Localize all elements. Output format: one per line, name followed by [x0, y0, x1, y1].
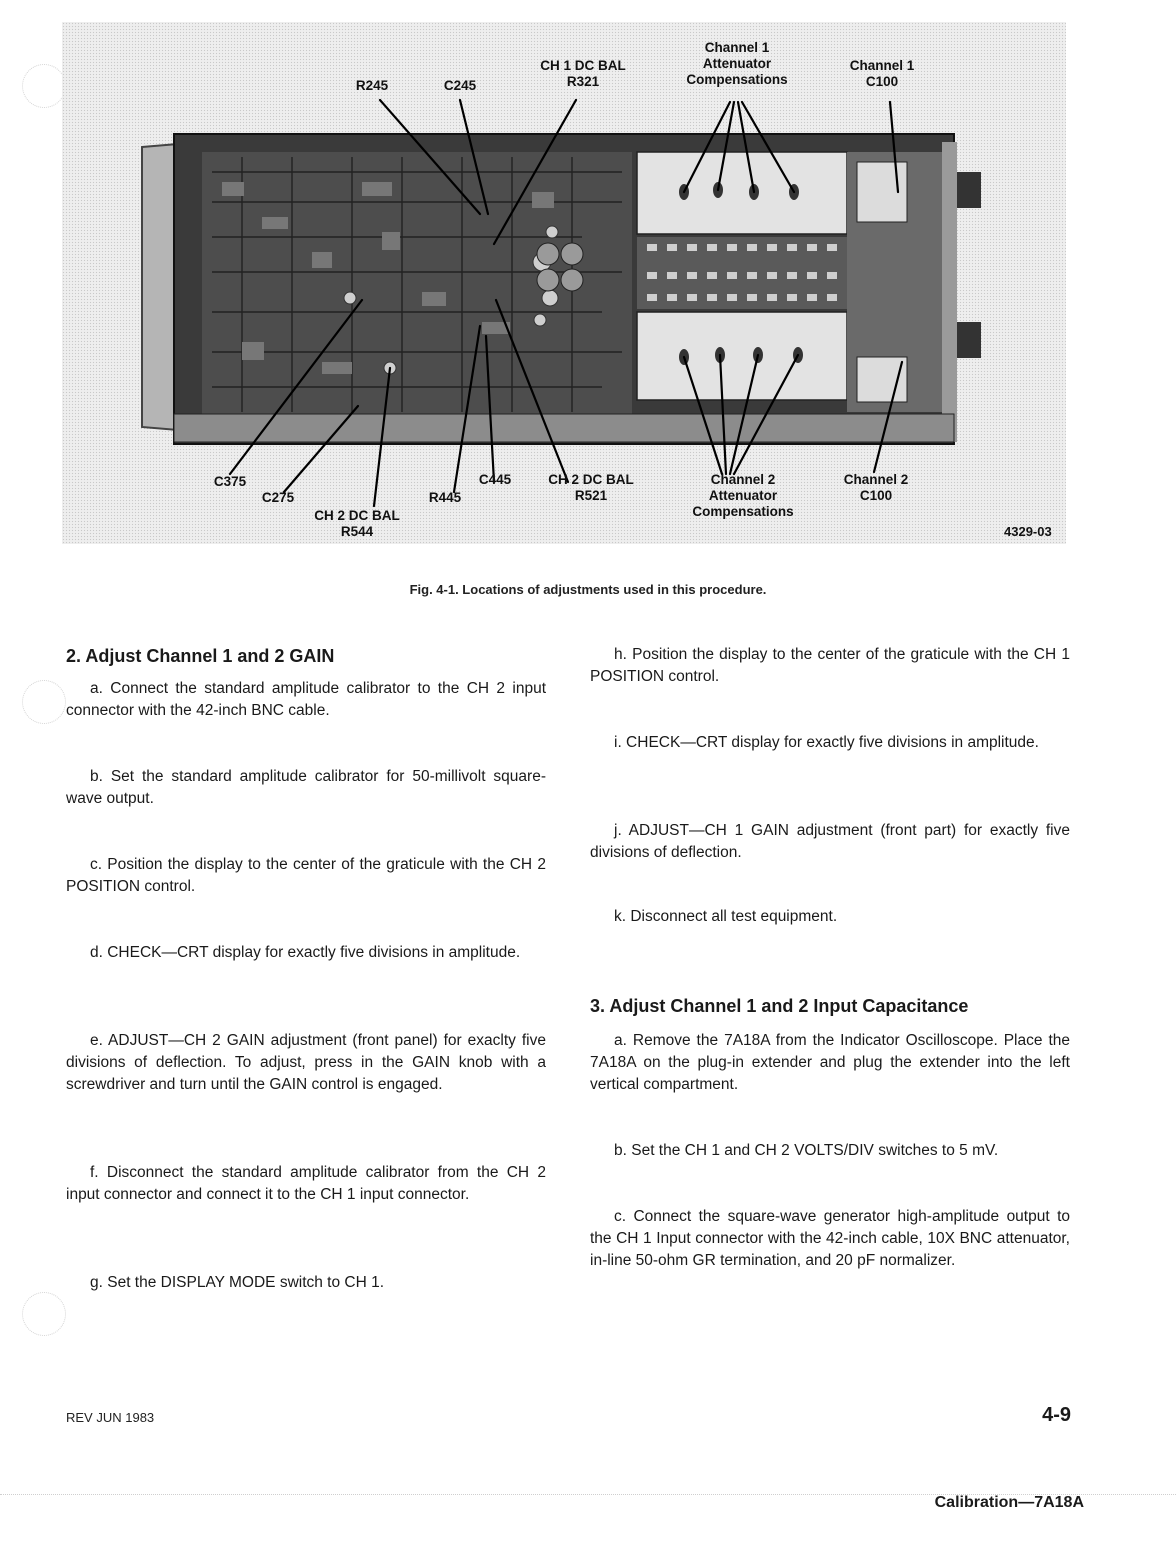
label-r445: R445 [428, 490, 462, 505]
step-2h: h. Position the display to the center of the graticule with the CH 1 POSITION control. [590, 646, 1070, 685]
figure-caption: Fig. 4-1. Locations of adjustments used in this procedure. [409, 582, 767, 597]
label-ch2-dc-bal-r521: CH 2 DC BAL R521 [548, 472, 634, 503]
label-ch1-c100: Channel 1 C100 [849, 58, 915, 89]
running-title: Calibration—7A18A [934, 1494, 1084, 1511]
step-3a: a. Remove the 7A18A from the Indicator Oscilloscope. Place the 7A18A on the plug-in extender and plug the extender into the left vertical compartment. [590, 1032, 1070, 1093]
step-2j: j. ADJUST—CH 1 GAIN adjustment (front part) for exactly five divisions of deflection. [590, 822, 1070, 861]
punch-hole [22, 680, 66, 724]
step-2i: i. CHECK—CRT display for exactly five divisions in amplitude. [614, 734, 1039, 751]
label-ch2-attenuator-compensations: Channel 2 Attenuator Compensations [692, 472, 794, 519]
step-2c: c. Position the display to the center of the graticule with the CH 2 POSITION control. [66, 856, 546, 895]
circuit-board-photo [62, 22, 1066, 544]
step-2f: f. Disconnect the standard amplitude calibrator from the CH 2 input connector and connect it to the CH 1 input connector. [66, 1164, 546, 1203]
step-2a: a. Connect the standard amplitude calibrator to the CH 2 input connector with the 42-inch BNC cable. [66, 680, 546, 719]
label-ch1-attenuator-compensations: Channel 1 Attenuator Compensations [686, 40, 788, 87]
step-2e: e. ADJUST—CH 2 GAIN adjustment (front panel) for exaclty five divisions of deflection. To adjust, press in the GAIN knob with a screwdriver and turn until the GAIN control is engaged. [66, 1032, 546, 1093]
punch-hole [22, 64, 66, 108]
page-number: 4-9 [1042, 1404, 1071, 1426]
section-3-heading: 3. Adjust Channel 1 and 2 Input Capacitance [590, 996, 969, 1016]
label-c245: C245 [443, 78, 477, 93]
section-2-heading: 2. Adjust Channel 1 and 2 GAIN [66, 646, 335, 666]
label-ch2-c100: Channel 2 C100 [843, 472, 909, 503]
label-c375: C375 [213, 474, 247, 489]
punch-hole [22, 1292, 66, 1336]
step-3c: c. Connect the square-wave generator high-amplitude output to the CH 1 Input connector with the 42-inch cable, 10X BNC attenuator, in-line 50-ohm GR termination, and 20 pF normalizer. [590, 1208, 1070, 1269]
label-r245: R245 [355, 78, 389, 93]
step-3b: b. Set the CH 1 and CH 2 VOLTS/DIV switches to 5 mV. [614, 1142, 999, 1159]
step-2k: k. Disconnect all test equipment. [614, 908, 838, 925]
label-c275: C275 [261, 490, 295, 505]
step-2b: b. Set the standard amplitude calibrator for 50-millivolt square-wave output. [66, 768, 546, 807]
revision-date: REV JUN 1983 [66, 1410, 155, 1425]
figure-4-1 [62, 22, 1066, 544]
label-ch1-dc-bal-r321: CH 1 DC BAL R321 [540, 58, 626, 89]
label-ch2-dc-bal-r544: CH 2 DC BAL R544 [314, 508, 400, 539]
step-2d: d. CHECK—CRT display for exactly five divisions in amplitude. [90, 944, 521, 961]
figure-id: 4329-03 [1004, 524, 1052, 539]
step-2g: g. Set the DISPLAY MODE switch to CH 1. [90, 1274, 385, 1291]
label-c445: C445 [478, 472, 512, 487]
